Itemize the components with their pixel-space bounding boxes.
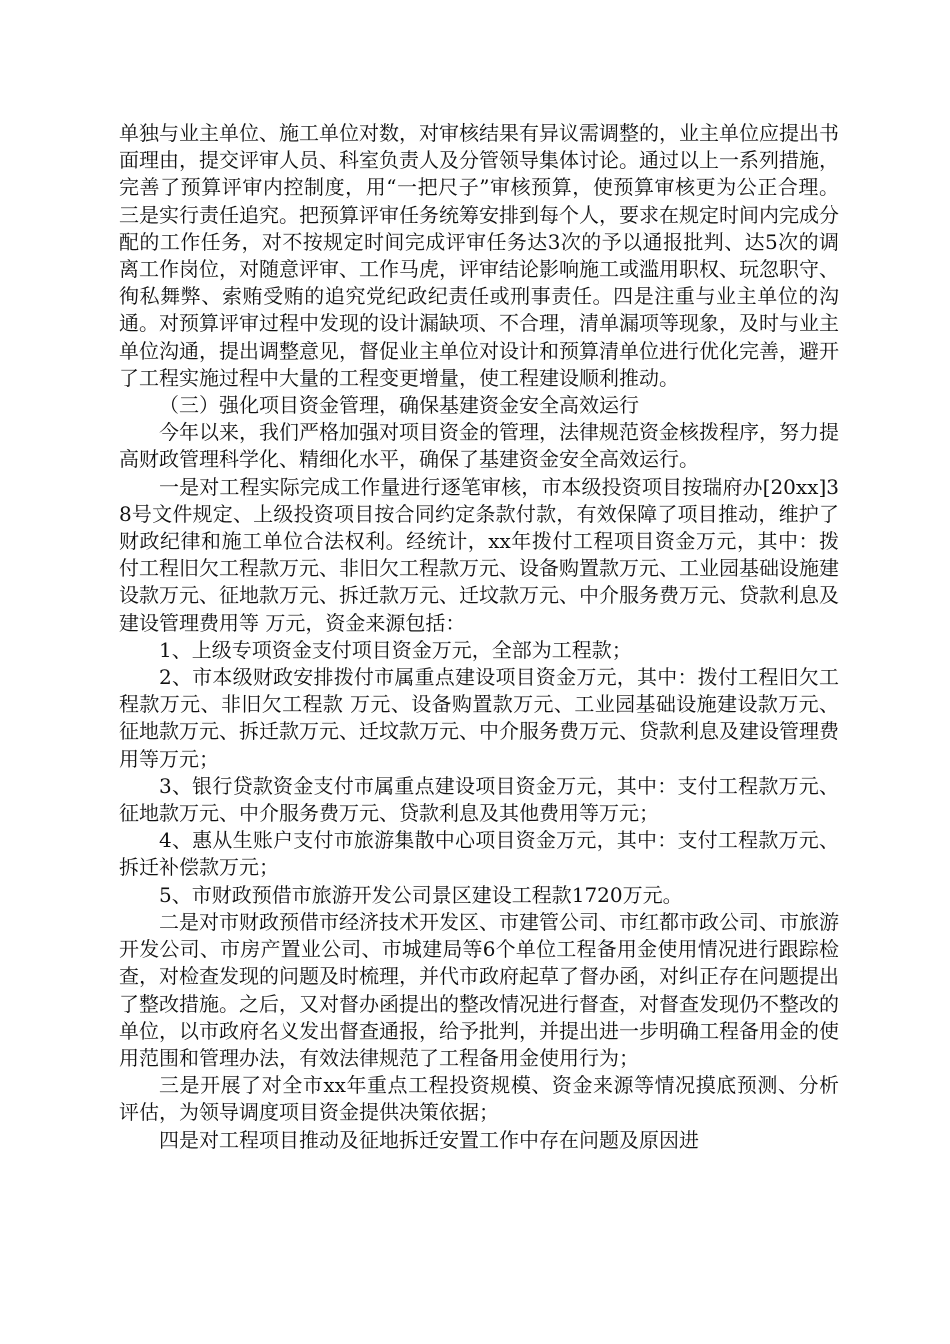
list-item-1: 1、上级专项资金支付项目资金万元，全部为工程款； [159, 637, 632, 662]
paragraph-budget-review-continuation: 单独与业主单位、施工单位对数，对审核结果有异议需调整的，业主单位应提出书面理由，提交评审人员、科室负责人及分管领导集体讨论。通过以上一系列措施，完善了预算评审内控制度，用“一把尺子”审核预算，使预算审核更为公正合理。三是实行责任追究。把预算评审任务统筹安排到每个人，要求在规定时间内完成分配的工作任务，对不按规定时间完成评审任务达3次的予以通报批判、达5次的调离工作岗位，对随意评审、工作马虎，评审结论影响施工或滥用职权、玩忽职守、徇私舞弊、索贿受贿的追究党纪政纪责任或刑事责任。四是注重与业主单位的沟通。对预算评审过程中发现的设计漏缺项、不合理，清单漏项等现象，及时与业主单位沟通，提出调整意见，督促业主单位对设计和预算清单位进行优化完善，避开了工程实施过程中大量的工程变更增量，使工程建设顺利推动。 [119, 121, 839, 390]
list-item-4: 4、惠从生账户支付市旅游集散中心项目资金万元，其中：支付工程款万元、拆迁补偿款万元； [119, 828, 839, 880]
paragraph-point-one: 一是对工程实际完成工作量进行逐笔审核，市本级投资项目按瑞府办[20xx]38号文件规定、上级投资项目按合同约定条款付款，有效保障了项目推动，维护了财政纪律和施工单位合法权利。经统计，xx年拨付工程项目资金万元，其中：拨付工程旧欠工程款万元、非旧欠工程款万元、设备购置款万元、工业园基础设施建设款万元、征地款万元、拆迁款万元、迁坟款万元、中介服务费万元、贷款利息及建设管理费用等 万元，资金来源包括： [119, 474, 839, 635]
paragraph-fund-management-intro: 今年以来，我们严格加强对项目资金的管理，法律规范资金核拨程序，努力提高财政管理科学化、精细化水平，确保了基建资金安全高效运行。 [119, 420, 839, 472]
paragraph-point-four: 四是对工程项目推动及征地拆迁安置工作中存在问题及原因进 [159, 1127, 699, 1152]
paragraph-point-two: 二是对市财政预借市经济技术开发区、市建管公司、市红都市政公司、市旅游开发公司、市房产置业公司、市城建局等6个单位工程备用金使用情况进行跟踪检查，对检查发现的问题及时梳理，并代市政府起草了督办函，对纠正存在问题提出了整改措施。之后，又对督办函提出的整改情况进行督查，对督查发现仍不整改的单位，以市政府名义发出督查通报，给予批判，并提出进一步明确工程备用金的使用范围和管理办法，有效法律规范了工程备用金使用行为； [119, 909, 839, 1070]
list-item-3: 3、银行贷款资金支付市属重点建设项目资金万元，其中：支付工程款万元、征地款万元、中介服务费万元、贷款利息及其他费用等万元； [119, 773, 839, 826]
list-item-5: 5、市财政预借市旅游开发公司景区建设工程款1720万元。 [159, 882, 683, 907]
document-body [119, 120, 839, 1154]
list-item-2: 2、市本级财政安排拨付市属重点建设项目资金万元，其中：拨付工程旧欠工程款万元、非旧欠工程款 万元、设备购置款万元、工业园基础设施建设款万元、征地款万元、拆迁款万元、迁坟款万元、中介服务费万元、贷款利息及建设管理费用等万元； [119, 665, 839, 771]
section-heading-fund-management: （三）强化项目资金管理，确保基建资金安全高效运行 [159, 393, 639, 418]
paragraph-point-three: 三是开展了对全市xx年重点工程投资规模、资金来源等情况摸底预测、分析评估，为领导调度项目资金提供决策依据； [119, 1073, 839, 1125]
